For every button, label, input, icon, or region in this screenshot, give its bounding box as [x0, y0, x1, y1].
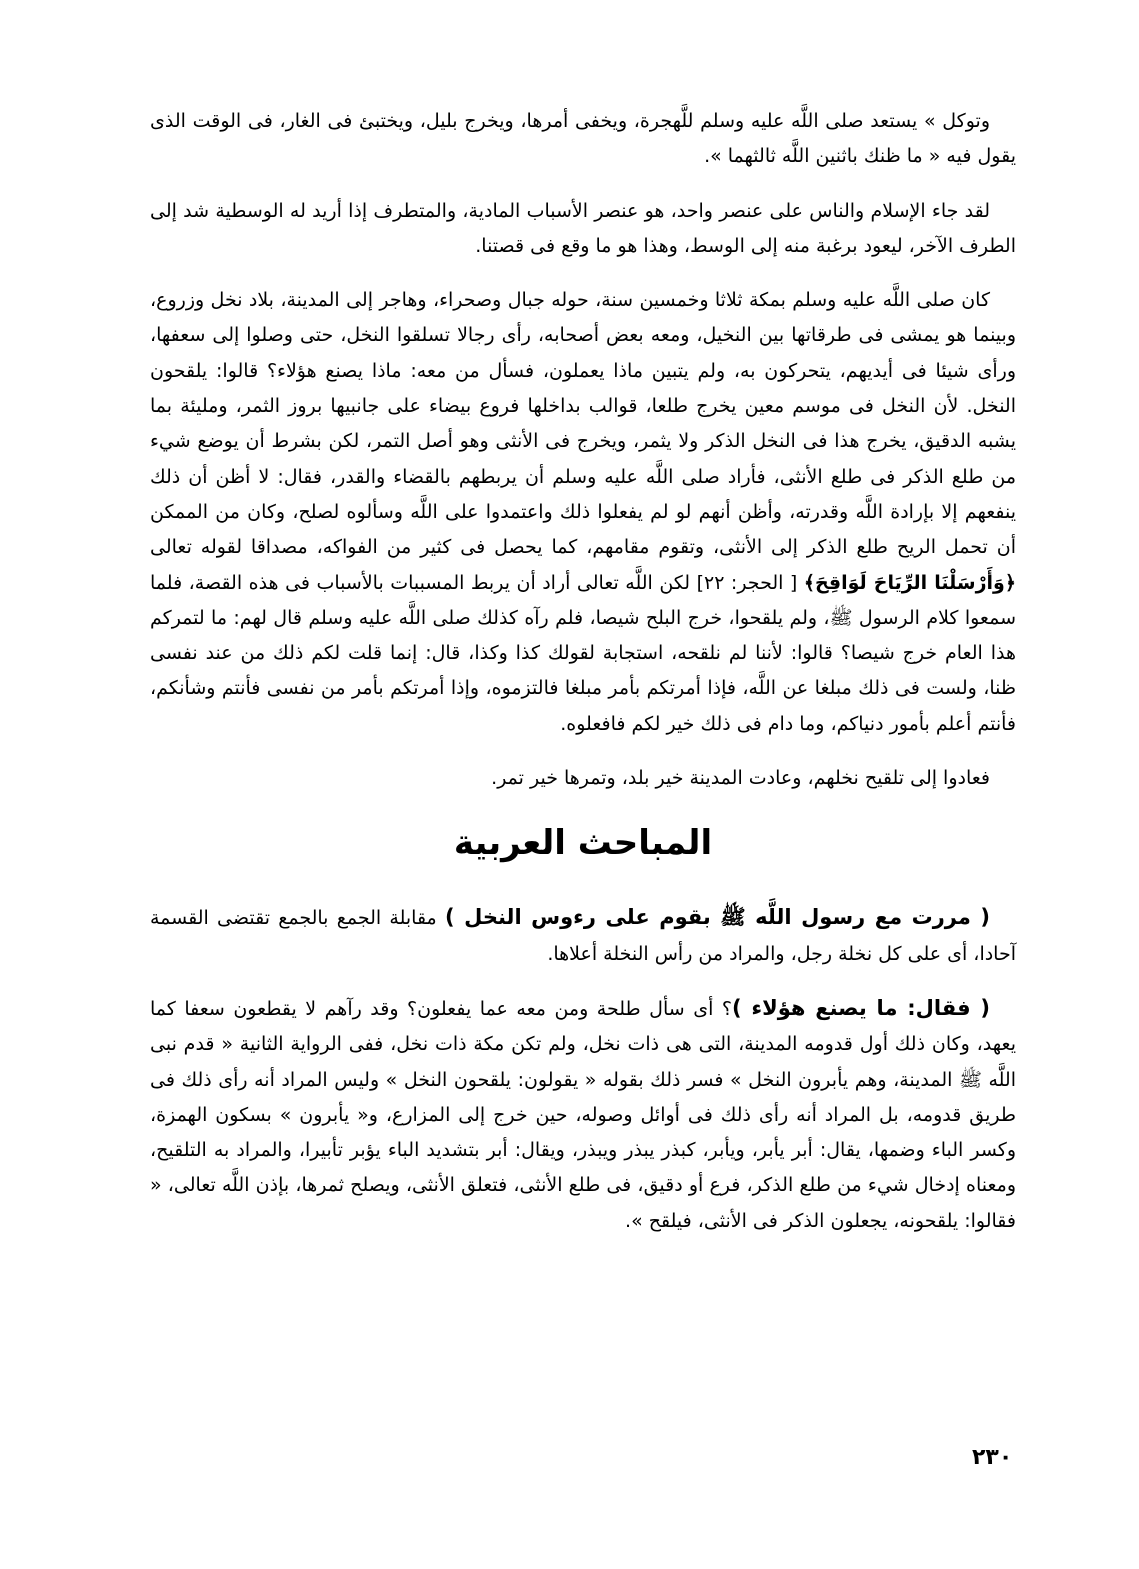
section-heading: المباحث العربية — [453, 823, 713, 864]
paragraph-hijra: وتوكل » يستعد صلى اللَّه عليه وسلم للَّهجرة، ويخفى أمرها، ويخرج بليل، ويختبئ فى الغار، فى الوقت الذى يقول فيه « ما ظنك باثنين اللَّه ثالثهما ». — [150, 110, 1016, 168]
paragraph-palm-story — [150, 283, 1016, 742]
page-number: ٢٣٠ — [972, 1445, 1013, 1470]
quran-verse: ﴿وَأَرْسَلْنَا الرِّيَاحَ لَوَاقِحَ﴾ — [803, 571, 1016, 594]
paragraph-conclusion: فعادوا إلى تلقيح نخلهم، وعادت المدينة خير بلد، وتمرها خير تمر. — [491, 767, 990, 790]
bold-phrase: ( فقال: ما يصنع هؤلاء ) — [731, 995, 990, 1020]
paragraph-explanation-1 — [150, 900, 1016, 972]
document-page — [150, 104, 1016, 1258]
bold-phrase: ( مررت مع رسول اللَّه ﷺ بقوم على رءوس النخل ) — [444, 905, 990, 930]
paragraph-text: ؟ أى سأل طلحة ومن معه عما يفعلون؟ وقد رآهم لا يقطعون سعفا كما يعهد، وكان ذلك أول قدومه المدينة، التى هى ذات نخل، ولم تكن مكة ذات نخل، ففى الرواية الثانية « قدم نبى اللَّه ﷺ المدينة، وهم يأبرون النخل » فسر ذلك بقوله « يقولون: يلقحون النخل » وليس المراد أنه رأى ذلك فى طريق قدومه، بل المراد أنه رأى ذلك فى أوائل وصوله، حين خرج إلى المزارع، و« يأبرون » بسكون الهمزة، وكسر الباء وضمها، يقال: أبر يأبر، ويأبر، كبذر يبذر ويبذر، ويقال: أبر بتشديد الباء يؤبر تأبيرا، والمراد به التلقيح، ومعناه إدخال شيء من طلع الذكر، فرع أو دقيق، فى طلع الأنثى، فتعلق الأنثى، ويصلح ثمرها، بإذن اللَّه تعالى، « فقالوا: يلقحونه، يجعلون الذكر فى الأنثى، فيلقح ». — [150, 997, 1016, 1232]
paragraph-explanation-2 — [150, 991, 1016, 1239]
paragraph-text: كان صلى اللَّه عليه وسلم بمكة ثلاثا وخمسين سنة، حوله جبال وصحراء، وهاجر إلى المدينة، بلاد نخل وزروع، وبينما هو يمشى فى طرقاتها بين النخيل، ومعه بعض أصحابه، رأى رجالا تسلقوا النخل، حتى وصلوا إلى سعفها، ورأى شيئا فى أيديهم، يتحركون به، ولم يتبين ماذا يعملون، فسأل من معه: ماذا يصنع هؤلاء؟ قالوا: يلقحون النخل. لأن النخل فى موسم معين يخرج طلعا، قوالب بداخلها فروع بيضاء على جانبيها بروز الثمر، ومليئة بما يشبه الدقيق، يخرج هذا فى النخل الذكر ولا يثمر، ويخرج فى الأنثى وهو أصل التمر، لكن بشرط أن يوضع شيء من طلع الذكر فى طلع الأنثى، فأراد صلى اللَّه عليه وسلم أن يربطهم بالقضاء والقدر، فقال: لا أظن أن ذلك ينفعهم إلا بإرادة اللَّه وقدرته، وأظن أنهم لو لم يفعلوا ذلك واعتمدوا على اللَّه وسألوه لصلح، وكان من الممكن أن تحمل الريح طلع الذكر إلى الأنثى، وتقوم مقامهم، كما يحصل فى كثير من الفواكه، مصداقا لقوله تعالى — [150, 289, 1016, 559]
paragraph-text: [ الحجر: ٢٢] لكن اللَّه تعالى أراد أن يربط المسببات بالأسباب فى هذه القصة، فلما سمعوا كلام الرسول ﷺ، ولم يلقحوا، خرج البلح شيصا، فلم رآه كذلك صلى اللَّه عليه وسلم قال لهم: ما لتمركم هذا العام خرج شيصا؟ قالوا: لأننا لم نلقحه، استجابة لقولك كذا وكذا، قال: إنما قلت لكم ذلك من عند نفسى ظنا، ولست فى ذلك مبلغا عن اللَّه، فإذا أمرتكم بأمر مبلغا فالتزموه، وإذا أمرتكم بأمر من نفسى فأنتم وشأنكم، فأنتم أعلم بأمور دنياكم، وما دام فى ذلك خير لكم فافعلوه. — [150, 571, 1016, 735]
paragraph-islam-balance: لقد جاء الإسلام والناس على عنصر واحد، هو عنصر الأسباب المادية، والمتطرف إذا أريد له الوسطية شد إلى الطرف الآخر، ليعود برغبة منه إلى الوسط، وهذا هو ما وقع فى قصتنا. — [150, 199, 1016, 257]
paragraph-text: مقابلة الجمع بالجمع تقتضى القسمة آحادا، أى على كل نخلة رجل، والمراد من رأس النخلة أعلاها. — [150, 907, 1016, 965]
